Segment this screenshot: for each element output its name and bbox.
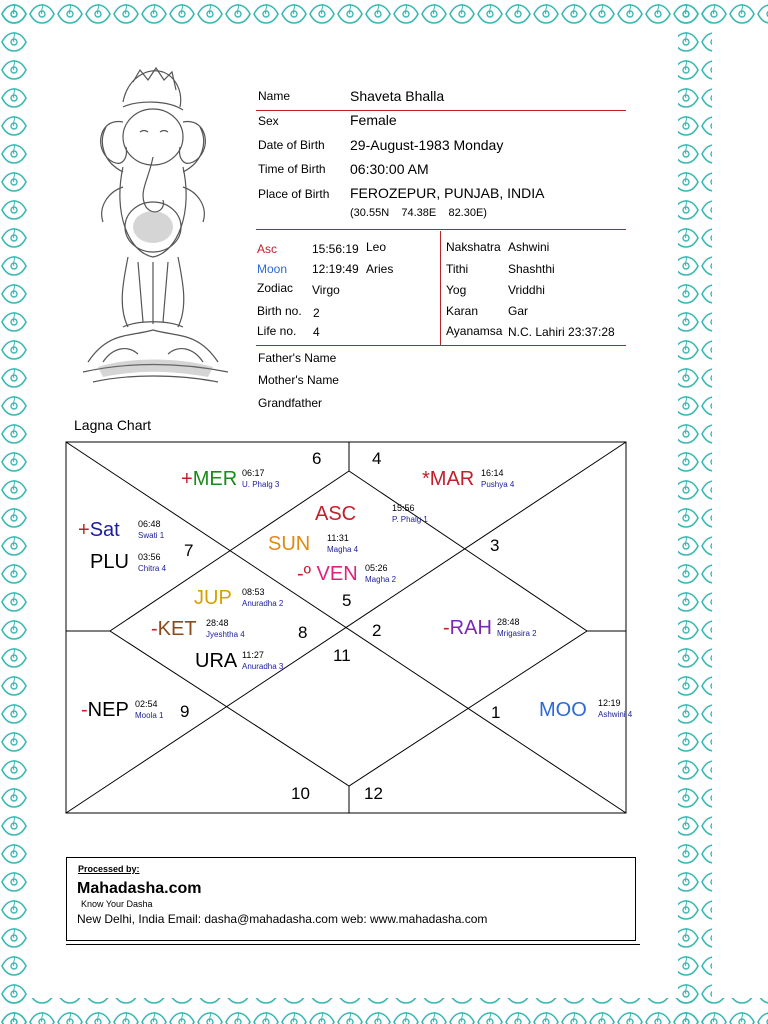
planet-mar: *MAR <box>422 468 475 490</box>
planet-ven-name: VEN <box>316 563 358 585</box>
planet-sun: SUN <box>268 533 311 555</box>
planet-rah: -RAH <box>443 617 492 639</box>
house-6: 6 <box>312 449 322 468</box>
name-value: Shaveta Bhalla <box>350 88 445 104</box>
planet-mer-time: 06:17 <box>242 468 265 478</box>
grandfather-label: Grandfather <box>258 396 323 410</box>
planet-moo: MOO <box>539 699 587 721</box>
zodiac-value: Virgo <box>312 283 340 297</box>
planet-rah-name: RAH <box>449 617 492 639</box>
dob-label: Date of Birth <box>258 138 325 152</box>
yog-value: Vriddhi <box>508 283 545 297</box>
planet-ura-nak: Anuradha 3 <box>242 662 284 671</box>
tob-value: 06:30:00 AM <box>350 161 429 177</box>
planet-mer: +MER <box>181 468 238 490</box>
house-12: 12 <box>364 784 383 803</box>
planet-jup-nak: Anuradha 2 <box>242 599 284 608</box>
asc-sign: Leo <box>366 240 387 254</box>
contact-info: New Delhi, India Email: dasha@mahadasha.com web: www.mahadasha.com <box>77 912 488 926</box>
moon-sign: Aries <box>366 262 394 276</box>
planet-moo-nak: Ashwini 4 <box>598 710 633 719</box>
planet-nep: -NEP <box>81 699 129 721</box>
planet-ket-nak: Jyeshtha 4 <box>206 630 245 639</box>
planet-ura: URA <box>195 650 238 672</box>
ayanamsa-label: Ayanamsa <box>446 324 503 338</box>
house-9: 9 <box>180 702 190 721</box>
brand-name: Mahadasha.com <box>77 880 202 897</box>
planet-nep-nak: Moola 1 <box>135 711 164 720</box>
planet-nep-time: 02:54 <box>135 699 158 709</box>
planet-ura-time: 11:27 <box>242 650 264 660</box>
house-7: 7 <box>184 541 194 560</box>
house-4: 4 <box>372 449 382 468</box>
planet-sat-nak: Swati 1 <box>138 531 165 540</box>
processed-by-box <box>66 857 636 941</box>
zodiac-label: Zodiac <box>257 281 294 295</box>
nakshatra-label: Nakshatra <box>446 240 501 254</box>
planet-rah-nak: Mrigasira 2 <box>497 629 537 638</box>
house-3: 3 <box>490 536 500 555</box>
planet-ven-time: 05:26 <box>365 563 388 573</box>
planet-ven: -º VEN <box>297 563 358 585</box>
planet-plu: PLU <box>90 551 129 573</box>
planet-plu-time: 03:56 <box>138 552 161 562</box>
planet-mer-nak: U. Phalg 3 <box>242 480 280 489</box>
planet-sat: +Sat <box>78 519 120 541</box>
pob-value: FEROZEPUR, PUNJAB, INDIA <box>350 185 545 201</box>
asc-label: Asc <box>257 242 278 256</box>
pob-coords: (30.55N 74.38E 82.30E) <box>350 207 487 219</box>
planet-asc-nak: P. Phalg 1 <box>392 515 428 524</box>
house-10: 10 <box>291 784 310 803</box>
tithi-value: Shashthi <box>508 262 555 276</box>
nakshatra-value: Ashwini <box>508 240 550 254</box>
planet-nep-name: NEP <box>87 699 129 721</box>
birthno-value: 2 <box>313 306 320 320</box>
mother-label: Mother's Name <box>258 373 339 387</box>
father-label: Father's Name <box>258 351 337 365</box>
chart-title: Lagna Chart <box>74 417 152 433</box>
birthno-label: Birth no. <box>257 304 302 318</box>
house-1: 1 <box>491 703 501 722</box>
asc-value: 15:56:19 <box>312 242 359 256</box>
yog-label: Yog <box>446 283 467 297</box>
name-label: Name <box>258 89 291 103</box>
karan-label: Karan <box>446 304 479 318</box>
sex-value: Female <box>350 112 397 128</box>
house-11: 11 <box>333 646 351 665</box>
planet-asc: ASC <box>315 503 357 525</box>
lifeno-value: 4 <box>313 325 320 339</box>
planet-sun-nak: Magha 4 <box>327 545 359 554</box>
house-8: 8 <box>298 623 308 642</box>
moon-label: Moon <box>257 262 288 276</box>
planet-plu-nak: Chitra 4 <box>138 564 167 573</box>
planet-sat-time: 06:48 <box>138 519 161 529</box>
tithi-label: Tithi <box>446 262 469 276</box>
planet-sat-name: Sat <box>89 519 120 541</box>
brand-tagline: Know Your Dasha <box>81 899 153 909</box>
planet-ket-time: 28:48 <box>206 618 229 628</box>
planet-jup-time: 08:53 <box>242 587 265 597</box>
planet-ket: -KET <box>151 618 197 640</box>
pob-label: Place of Birth <box>258 187 330 201</box>
planet-mer-name: MER <box>192 468 238 490</box>
planet-mar-nak: Pushya 4 <box>481 480 515 489</box>
planet-jup: JUP <box>194 587 232 609</box>
planet-sun-time: 11:31 <box>327 533 349 543</box>
sex-label: Sex <box>258 114 279 128</box>
tob-label: Time of Birth <box>258 162 326 176</box>
moon-value: 12:19:49 <box>312 262 359 276</box>
house-5: 5 <box>342 591 352 610</box>
planet-rah-time: 28:48 <box>497 617 520 627</box>
planet-moo-time: 12:19 <box>598 698 621 708</box>
dob-value: 29-August-1983 Monday <box>350 137 504 153</box>
house-2: 2 <box>372 621 382 640</box>
karan-value: Gar <box>508 304 529 318</box>
planet-ket-name: KET <box>157 618 197 640</box>
ayanamsa-value: N.C. Lahiri 23:37:28 <box>508 325 615 339</box>
planet-ven-nak: Magha 2 <box>365 575 397 584</box>
planet-asc-time: 15:56 <box>392 503 415 513</box>
planet-mar-time: 16:14 <box>481 468 504 478</box>
footer-rule <box>66 944 640 945</box>
processed-by-label: Processed by: <box>78 864 140 874</box>
lifeno-label: Life no. <box>257 324 297 338</box>
